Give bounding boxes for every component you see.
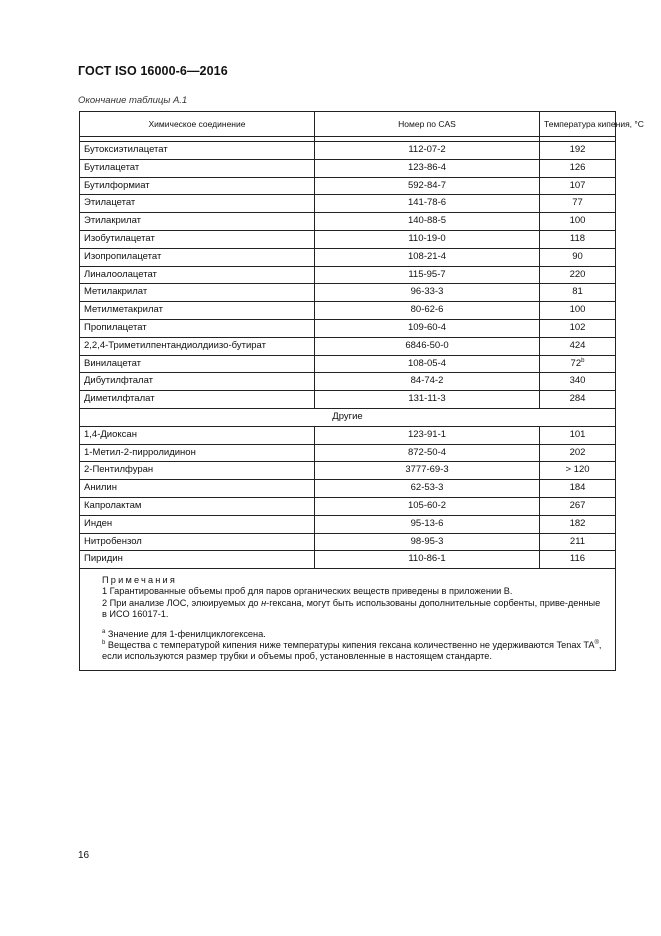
cas-number: 110-86-1 (315, 551, 540, 569)
table-header-row (80, 112, 616, 137)
compound-name: 2-Пентилфуран (80, 462, 315, 480)
boiling-point: 184 (540, 480, 616, 498)
table-row (80, 426, 616, 444)
boiling-point: 424 (540, 337, 616, 355)
boiling-point: 220 (540, 266, 616, 284)
table-row (80, 551, 616, 569)
cas-number: 131-11-3 (315, 391, 540, 409)
cas-number: 112-07-2 (315, 142, 540, 160)
cas-number: 109-60-4 (315, 319, 540, 337)
boiling-point: > 120 (540, 462, 616, 480)
boiling-point: 267 (540, 497, 616, 515)
cas-number: 123-86-4 (315, 159, 540, 177)
boiling-point: 100 (540, 213, 616, 231)
compounds-table (79, 111, 644, 671)
document-header: ГОСТ ISO 16000-6—2016 (78, 64, 228, 78)
compound-name: Этилацетат (80, 195, 315, 213)
boiling-point: 81 (540, 284, 616, 302)
boiling-point: 116 (540, 551, 616, 569)
notes-title: Примечания (102, 575, 178, 586)
boiling-point: 284 (540, 391, 616, 409)
boiling-point: 101 (540, 426, 616, 444)
table-body-main (80, 142, 616, 409)
compound-name: 2,2,4-Триметилпентандиолдиизо-бутират (80, 337, 315, 355)
cas-number: 141-78-6 (315, 195, 540, 213)
table-row (80, 391, 616, 409)
table-body-other (80, 426, 616, 568)
boiling-point: 211 (540, 533, 616, 551)
table-row (80, 319, 616, 337)
cas-number: 84-74-2 (315, 373, 540, 391)
cas-number: 3777-69-3 (315, 462, 540, 480)
boiling-point: 202 (540, 444, 616, 462)
table-row (80, 444, 616, 462)
boiling-point: 182 (540, 515, 616, 533)
compound-name: 1,4-Диоксан (80, 426, 315, 444)
table-row (80, 497, 616, 515)
cas-number: 108-21-4 (315, 248, 540, 266)
boiling-point: 72$^b$ (540, 355, 616, 373)
table-row (80, 373, 616, 391)
compound-name: Дибутилфталат (80, 373, 315, 391)
notes-row (80, 569, 616, 670)
header-cas: Номер по CAS (315, 112, 540, 137)
compound-name: Этилакрилат (80, 213, 315, 231)
compound-name: Метилакрилат (80, 284, 315, 302)
table-row (80, 462, 616, 480)
boiling-point: 118 (540, 230, 616, 248)
boiling-point: 107 (540, 177, 616, 195)
cas-number: 62-53-3 (315, 480, 540, 498)
table-row (80, 515, 616, 533)
boiling-point: 102 (540, 319, 616, 337)
compound-name: Изобутилацетат (80, 230, 315, 248)
compound-name: Инден (80, 515, 315, 533)
table-row (80, 355, 616, 373)
cas-number: 110-19-0 (315, 230, 540, 248)
compound-name: Диметилфталат (80, 391, 315, 409)
table-row (80, 533, 616, 551)
compound-name: Метилметакрилат (80, 302, 315, 320)
table-row (80, 302, 616, 320)
footnote-b: $^b$ Вещества с температурой кипения ниже температуры кипения гексана количественно не удерживаются Tenax TA®, если используются размер трубки и объемы проб, установленные в настоящем стандарте. (102, 640, 602, 662)
compound-name: Капролактам (80, 497, 315, 515)
table-row (80, 266, 616, 284)
compound-name: Нитробензол (80, 533, 315, 551)
table-caption: Окончание таблицы А.1 (78, 95, 188, 106)
footnote-a: $^a$ Значение для 1-фенилциклогексена. (102, 628, 266, 639)
cas-number: 95-13-6 (315, 515, 540, 533)
compound-name: 1-Метил-2-пирролидинон (80, 444, 315, 462)
table-row (80, 159, 616, 177)
table-row (80, 142, 616, 160)
table-container (79, 111, 644, 671)
compound-name: Пропилацетат (80, 319, 315, 337)
table-row (80, 284, 616, 302)
boiling-point: 340 (540, 373, 616, 391)
cas-number: 140-88-5 (315, 213, 540, 231)
cas-number: 105-60-2 (315, 497, 540, 515)
cas-number: 115-95-7 (315, 266, 540, 284)
header-boiling-point: Температура кипения, °С (540, 112, 616, 137)
cas-number: 592-84-7 (315, 177, 540, 195)
note-2: 2 При анализе ЛОС, элюируемых до н-гексана, могут быть использованы дополнительные сорбенты, приве-денные в ИСО 16017-1. (102, 597, 601, 619)
cas-number: 96-33-3 (315, 284, 540, 302)
compound-name: Пиридин (80, 551, 315, 569)
page-number: 16 (78, 850, 90, 861)
compound-name: Бутилформиат (80, 177, 315, 195)
footnote-mark: b (581, 357, 585, 364)
boiling-point: 100 (540, 302, 616, 320)
table-row (80, 177, 616, 195)
header-compound: Химическое соединение (80, 112, 315, 137)
group-label: Другие (80, 408, 616, 426)
cas-number: 80-62-6 (315, 302, 540, 320)
table-row (80, 213, 616, 231)
compound-name: Винилацетат (80, 355, 315, 373)
note-1: 1 Гарантированные объемы проб для паров органических веществ приведены в приложении В. (102, 586, 513, 597)
boiling-point: 90 (540, 248, 616, 266)
group-row (80, 408, 616, 426)
boiling-point: 192 (540, 142, 616, 160)
boiling-point: 77 (540, 195, 616, 213)
cas-number: 6846-50-0 (315, 337, 540, 355)
compound-name: Бутилацетат (80, 159, 315, 177)
compound-name: Анилин (80, 480, 315, 498)
compound-name: Линалоолацетат (80, 266, 315, 284)
table-row (80, 337, 616, 355)
boiling-point: 126 (540, 159, 616, 177)
compound-name: Бутоксиэтилацетат (80, 142, 315, 160)
cas-number: 872-50-4 (315, 444, 540, 462)
notes-cell (80, 569, 616, 670)
cas-number: 123-91-1 (315, 426, 540, 444)
compound-name: Изопропилацетат (80, 248, 315, 266)
cas-number: 108-05-4 (315, 355, 540, 373)
table-row (80, 480, 616, 498)
cas-number: 98-95-3 (315, 533, 540, 551)
table-row (80, 248, 616, 266)
table-row (80, 230, 616, 248)
table-row (80, 195, 616, 213)
